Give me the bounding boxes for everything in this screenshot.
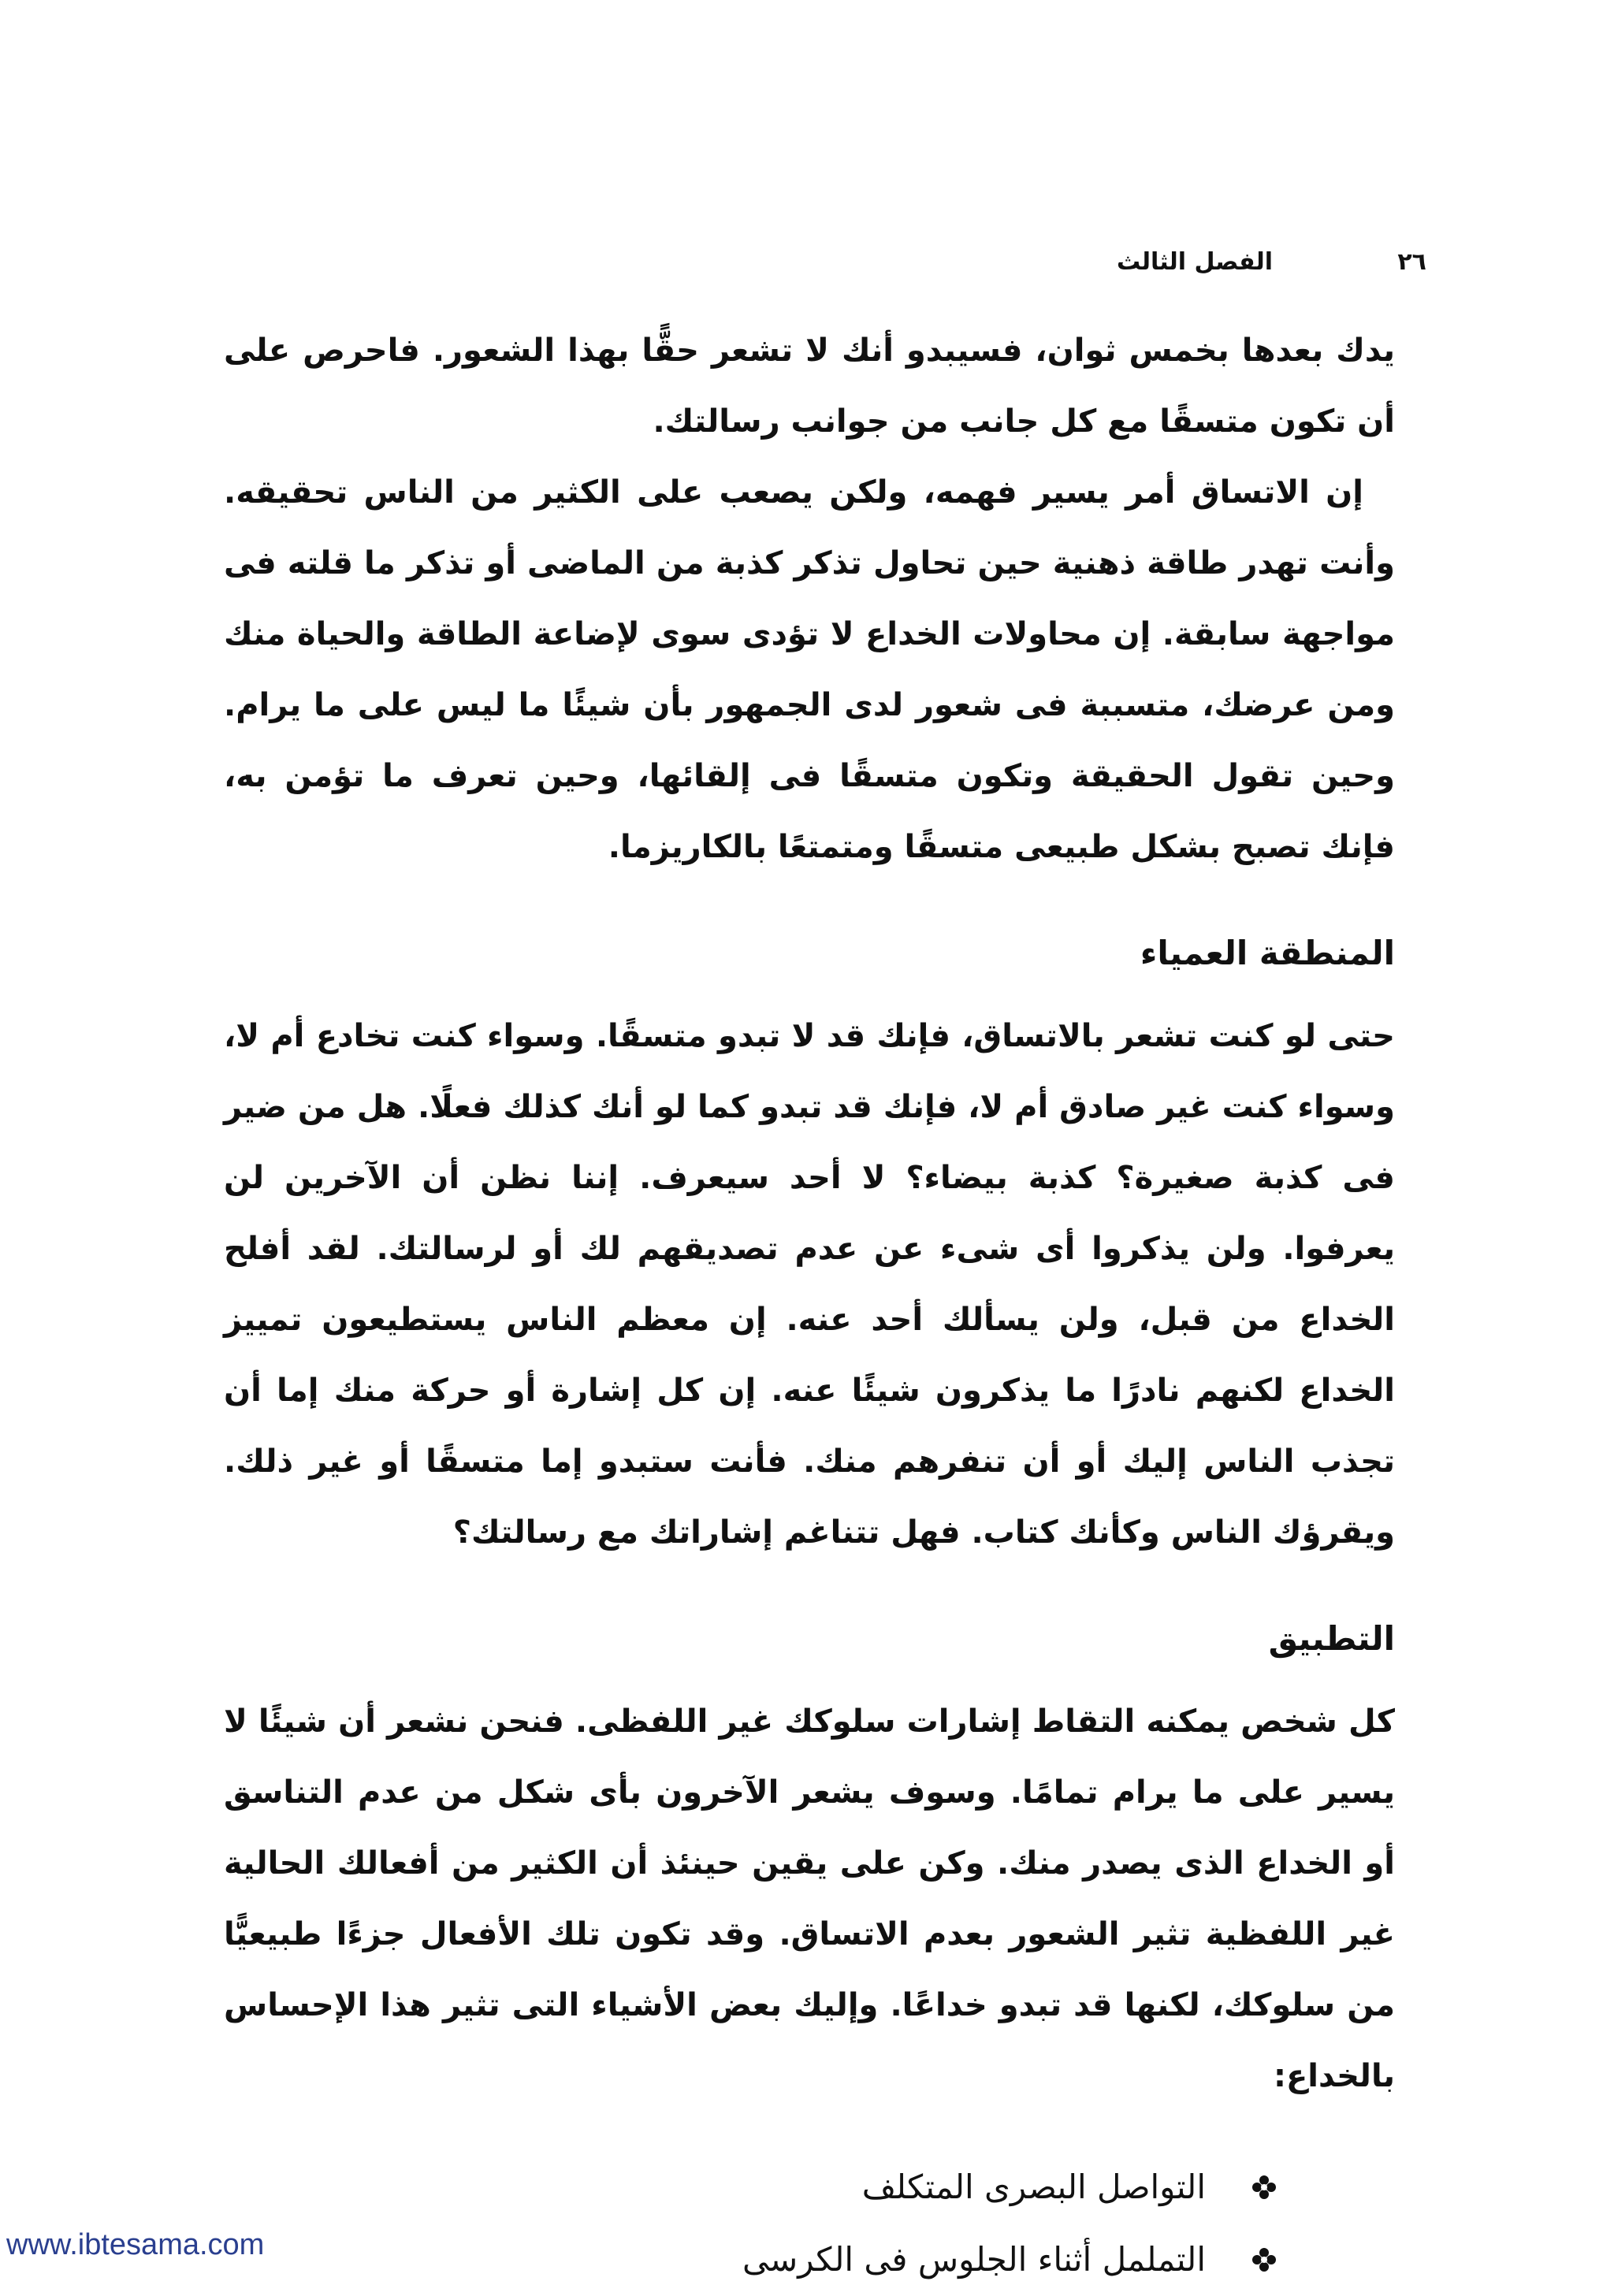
paragraph-consistency: إن الاتساق أمر يسير فهمه، ولكن يصعب على الكثير من الناس تحقيقه. وأنت تهدر طاقة ذهنية حين تحاول تذكر كذبة من الماضى أو تذكر ما قلته فى مواجهة سابقة. إن محاولات الخداع لا تؤدى سوى لإضاعة الطاقة والحياة منك ومن عرضك، متسببة فى شعور لدى الجمهور بأن شيئًا ما ليس على ما يرام. وحين تقول الحقيقة وتكون متسقًا فى إلقائها، وحين تعرف ما تؤمن به، فإنك تصبح بشكل طبيعى متسقًا ومتمتعًا بالكاريزما. xyxy=(224,474,1395,865)
deception-signs-list xyxy=(224,2151,1395,2296)
flower-bullet-icon xyxy=(1251,2247,1277,2272)
page-number: ٢٦ xyxy=(1397,248,1426,276)
list-item-text: التواصل البصرى المتكلف xyxy=(861,2168,1206,2206)
list-item-text: التململ أثناء الجلوس فى الكرسى xyxy=(742,2240,1206,2279)
chapter-title: الفصل الثالث xyxy=(1116,248,1273,276)
list-item xyxy=(224,2151,1277,2224)
page-body xyxy=(224,315,1395,2296)
running-header xyxy=(1025,243,1426,282)
section-heading-blind-spot: المنطقة العمياء xyxy=(1140,934,1395,972)
paragraph-blind-spot: حتى لو كنت تشعر بالاتساق، فإنك قد لا تبدو متسقًا. وسواء كنت تخادع أم لا، وسواء كنت غير صادق أم لا، فإنك قد تبدو كما لو أنك كذلك فعلًا. هل من ضير فى كذبة صغيرة؟ كذبة بيضاء؟ لا أحد سيعرف. إننا نظن أن الآخرين لن يعرفوا. ولن يذكروا أى شىء عن عدم تصديقهم لك أو لرسالتك. لقد أفلح الخداع من قبل، ولن يسألك أحد عنه. إن معظم الناس يستطيعون تمييز الخداع لكنهم نادرًا ما يذكرون شيئًا عنه. إن كل إشارة أو حركة منك إما أن تجذب الناس إليك أو أن تنفرهم منك. فأنت ستبدو إما متسقًا أو غير ذلك. ويقرؤك الناس وكأنك كتاب. فهل تتناغم إشاراتك مع رسالتك؟ xyxy=(224,1018,1395,1551)
paragraph-continued: يدك بعدها بخمس ثوان، فسيبدو أنك لا تشعر حقًّا بهذا الشعور. فاحرص على أن تكون متسقًا مع كل جانب من جوانب رسالتك. xyxy=(224,333,1395,440)
section-heading-application: التطبيق xyxy=(1268,1619,1395,1658)
flower-bullet-icon xyxy=(1251,2175,1277,2200)
paragraph-application: كل شخص يمكنه التقاط إشارات سلوكك غير اللفظى. فنحن نشعر أن شيئًا لا يسير على ما يرام تمامًا. وسوف يشعر الآخرون بأى شكل من عدم التناسق أو الخداع الذى يصدر منك. وكن على يقين حينئذ أن الكثير من أفعالك الحالية غير اللفظية تثير الشعور بعدم الاتساق. وقد تكون تلك الأفعال جزءًا طبيعيًّا من سلوكك، لكنها قد تبدو خداعًا. وإليك بعض الأشياء التى تثير هذا الإحساس بالخداع: xyxy=(224,1703,1395,2094)
list-item xyxy=(224,2224,1277,2296)
watermark-link[interactable]: www.ibtesama.com xyxy=(6,2228,265,2261)
